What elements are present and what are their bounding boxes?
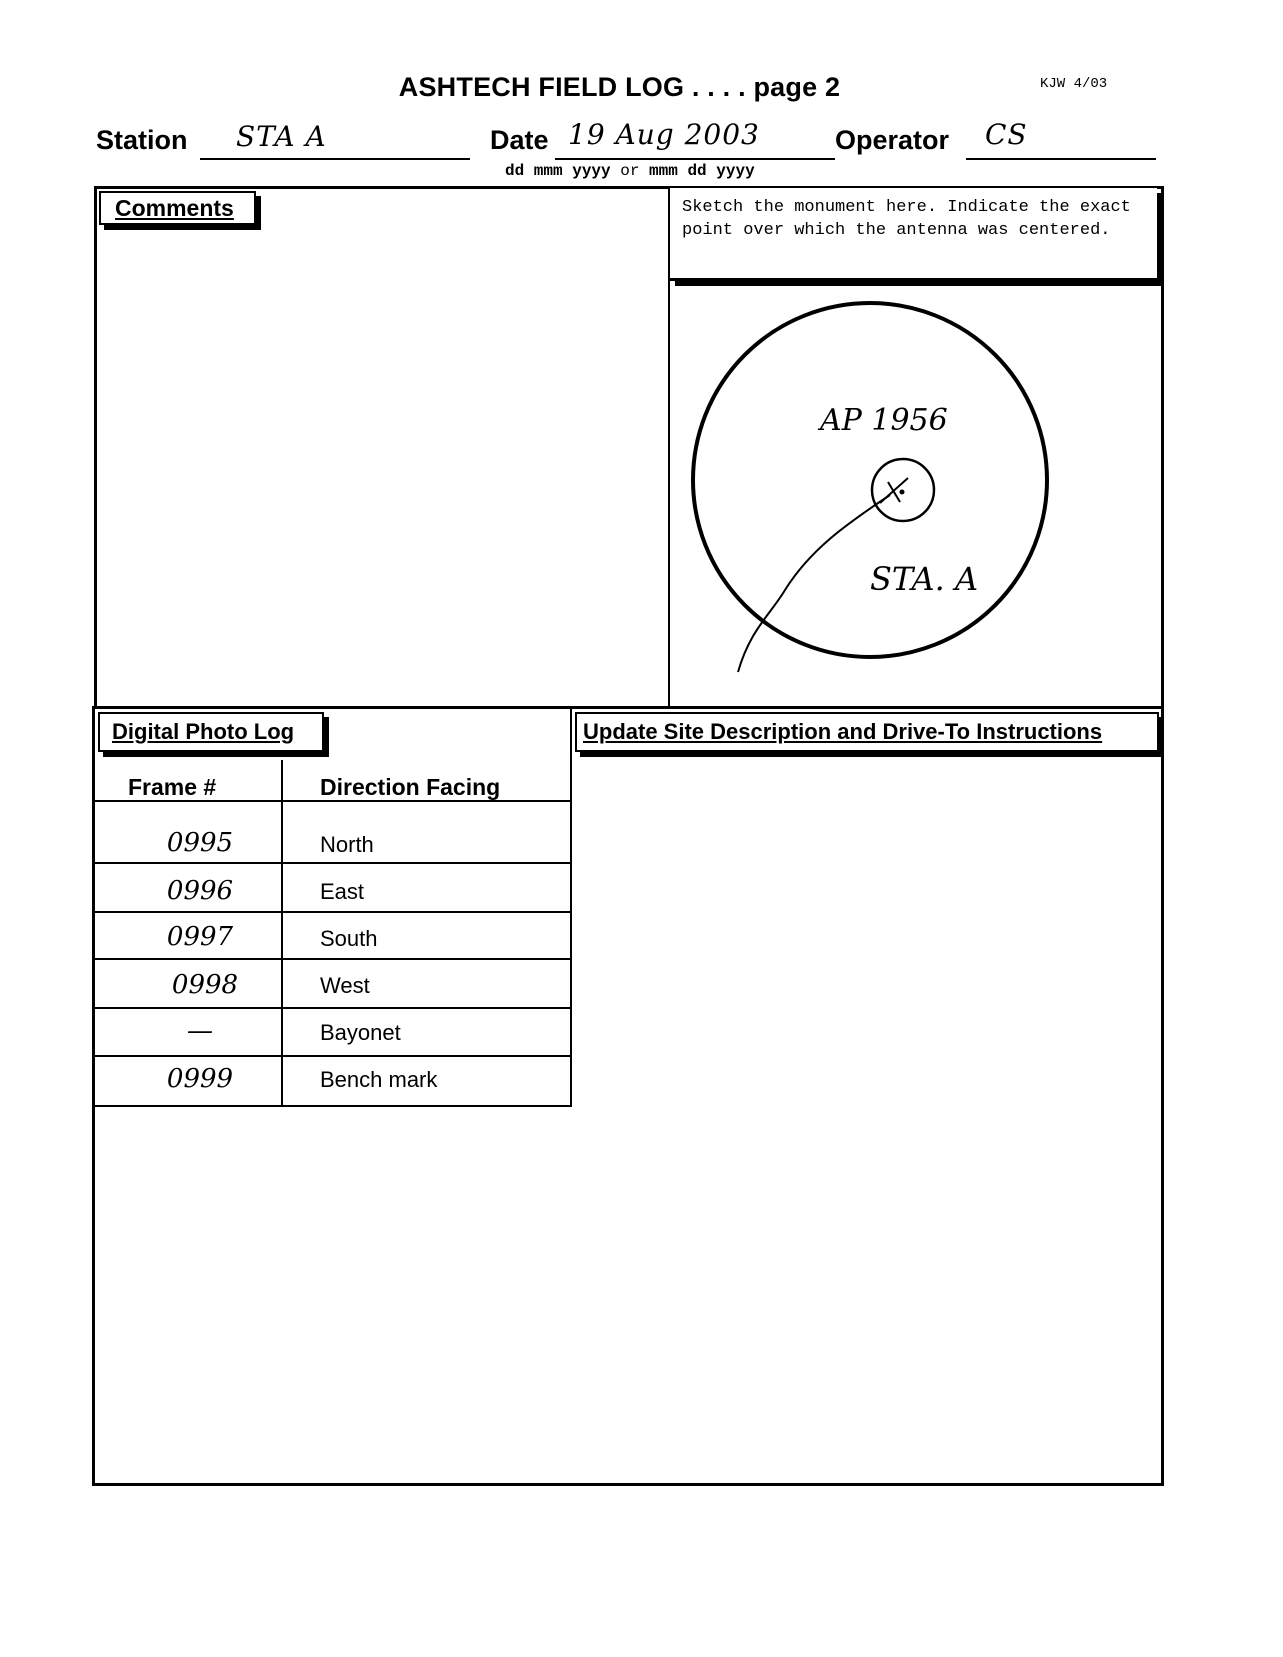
direction-label: North xyxy=(320,832,374,857)
photo-log-row-rule xyxy=(94,911,571,913)
center-point-dot xyxy=(900,490,905,495)
operator-value[interactable]: CS xyxy=(985,118,1028,151)
date-hint-format-b: mmm dd yyyy xyxy=(649,162,755,180)
frame-number[interactable]: 0998 xyxy=(171,970,239,1000)
sketch-annotation-ap: AP 1956 xyxy=(820,403,948,438)
direction-label: West xyxy=(320,973,370,998)
column-header-frame: Frame # xyxy=(128,774,217,800)
station-label: Station xyxy=(96,125,188,155)
photo-log-right-border xyxy=(570,706,572,1107)
photo-log-row-rule xyxy=(94,958,571,960)
monument-sketch[interactable] xyxy=(670,290,1160,705)
direction-label: South xyxy=(320,926,378,951)
column-header-direction: Direction Facing xyxy=(320,774,501,800)
revision-code: KJW 4/03 xyxy=(1040,76,1108,92)
photo-log-label: Digital Photo Log xyxy=(98,712,324,752)
page-title: ASHTECH FIELD LOG . . . . page 2 xyxy=(398,72,841,102)
monument-outline-circle xyxy=(693,303,1047,657)
photo-log-row-rule xyxy=(94,862,571,864)
station-underline xyxy=(200,158,470,160)
site-description-area[interactable] xyxy=(578,762,1158,1102)
photo-log-row-rule xyxy=(94,1055,571,1057)
photo-log-bottom-rule xyxy=(94,1105,571,1107)
sketch-instructions: Sketch the monument here. Indicate the exact point over which the antenna was centered. xyxy=(682,198,1131,240)
frame-number[interactable]: 0997 xyxy=(166,922,234,952)
operator-underline xyxy=(966,158,1156,160)
sketch-annotation-sta: STA. A xyxy=(870,560,979,598)
direction-label: Bench mark xyxy=(320,1067,438,1092)
direction-label: East xyxy=(320,879,365,904)
frame-number[interactable]: 0995 xyxy=(166,828,234,858)
frame-number[interactable]: — xyxy=(187,1016,213,1046)
date-label: Date xyxy=(490,125,549,155)
date-underline xyxy=(555,158,835,160)
date-value[interactable]: 19 Aug 2003 xyxy=(568,118,760,151)
leader-line xyxy=(738,495,890,672)
date-hint-or: or xyxy=(620,162,640,180)
comments-label: Comments xyxy=(99,191,256,225)
date-format-hint xyxy=(505,162,755,180)
site-description-label: Update Site Description and Drive-To Instructions xyxy=(575,712,1159,752)
photo-log-row-rule xyxy=(94,1007,571,1009)
date-hint-format-a: dd mmm yyyy xyxy=(505,162,611,180)
station-value[interactable]: STA A xyxy=(236,120,327,153)
frame-number[interactable]: 0999 xyxy=(166,1064,234,1094)
operator-label: Operator xyxy=(835,125,950,155)
direction-label: Bayonet xyxy=(320,1020,401,1045)
comments-area[interactable] xyxy=(100,232,660,702)
sketch-instructions-box xyxy=(670,188,1157,281)
frame-number[interactable]: 0996 xyxy=(166,876,234,906)
lower-notes-area[interactable] xyxy=(100,1112,1158,1480)
